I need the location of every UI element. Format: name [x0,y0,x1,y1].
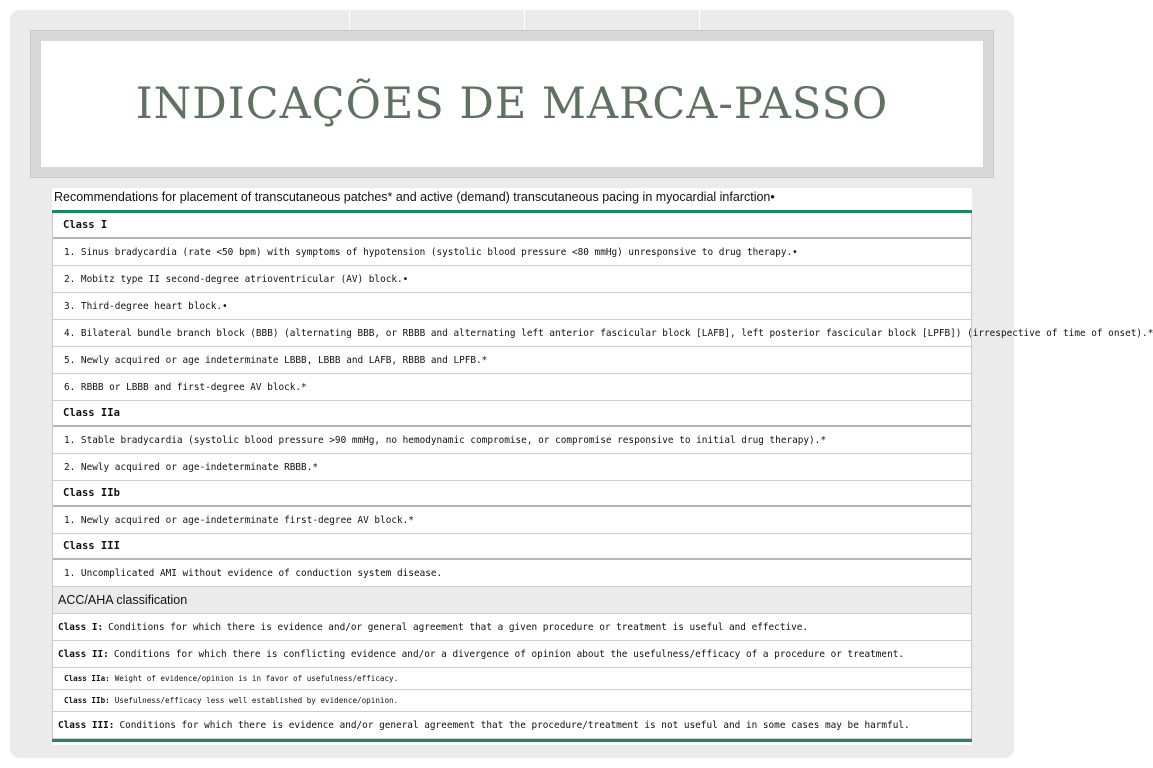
table-row: 1. Stable bradycardia (systolic blood pressure >90 mmHg, no hemodynamic compromise, or compromise responsive to initial drug therapy).* [53,427,971,454]
definition-label: Class III: [58,719,115,731]
definition-label: Class II: [58,648,109,660]
section-heading-class-iia: Class IIa [53,401,971,427]
title-box [41,41,983,167]
definition-text: Conditions for which there is evidence and/or general agreement that a given procedure or treatment is useful and effective. [108,621,809,633]
definition-text: Usefulness/efficacy less well established by evidence/opinion. [114,696,399,705]
section-heading-class-iii: Class III [53,534,971,560]
slide-title: INDICAÇÕES DE MARCA-PASSO [135,78,889,129]
table-row: 1. Uncomplicated AMI without evidence of conduction system disease. [53,560,971,587]
table-body [52,213,1153,739]
definition-text: Conditions for which there is conflicting evidence and/or a divergence of opinion about the usefulness/efficacy of a procedure or treatment. [113,648,905,660]
table-row: 4. Bilateral bundle branch block (BBB) (alternating BBB, or RBBB and alternating left anterior fascicular block [LAFB], left posterior fascicular block [LPFB]) (irrespective of time of onset).* [53,320,971,347]
section-heading-class-iib: Class IIb [53,481,971,507]
definition-row [53,668,971,690]
definition-text: Conditions for which there is evidence and/or general agreement that the procedure/treatment is not useful and in some cases may be harmful. [119,719,910,731]
recommendations-table [52,188,1153,745]
table-caption: Recommendations for placement of transcutaneous patches* and active (demand) transcutaneous pacing in myocardial infarction• [54,190,775,204]
definition-text: Weight of evidence/opinion is in favor of usefulness/efficacy. [114,674,399,683]
definition-row [53,614,971,641]
definition-label: Class I: [58,621,104,633]
definition-label: Class IIa: [64,674,110,683]
definition-row [53,712,971,739]
table-row: 3. Third-degree heart block.• [53,293,971,320]
table-row: 1. Sinus bradycardia (rate <50 bpm) with symptoms of hypotension (systolic blood pressure <80 mmHg) unresponsive to drug therapy.• [53,239,971,266]
acc-aha-heading: ACC/AHA classification [53,587,971,614]
section-heading-class-i: Class I [53,213,971,239]
table-row: 2. Newly acquired or age-indeterminate RBBB.* [53,454,971,481]
table-bottom-rule [52,739,972,742]
definition-row [53,690,971,712]
table-row: 2. Mobitz type II second-degree atrioventricular (AV) block.• [53,266,971,293]
definition-row [53,641,971,668]
table-row: 6. RBBB or LBBB and first-degree AV block.* [53,374,971,401]
definition-label: Class IIb: [64,696,110,705]
table-row: 5. Newly acquired or age indeterminate LBBB, LBBB and LAFB, RBBB and LPFB.* [53,347,971,374]
table-row: 1. Newly acquired or age-indeterminate first-degree AV block.* [53,507,971,534]
